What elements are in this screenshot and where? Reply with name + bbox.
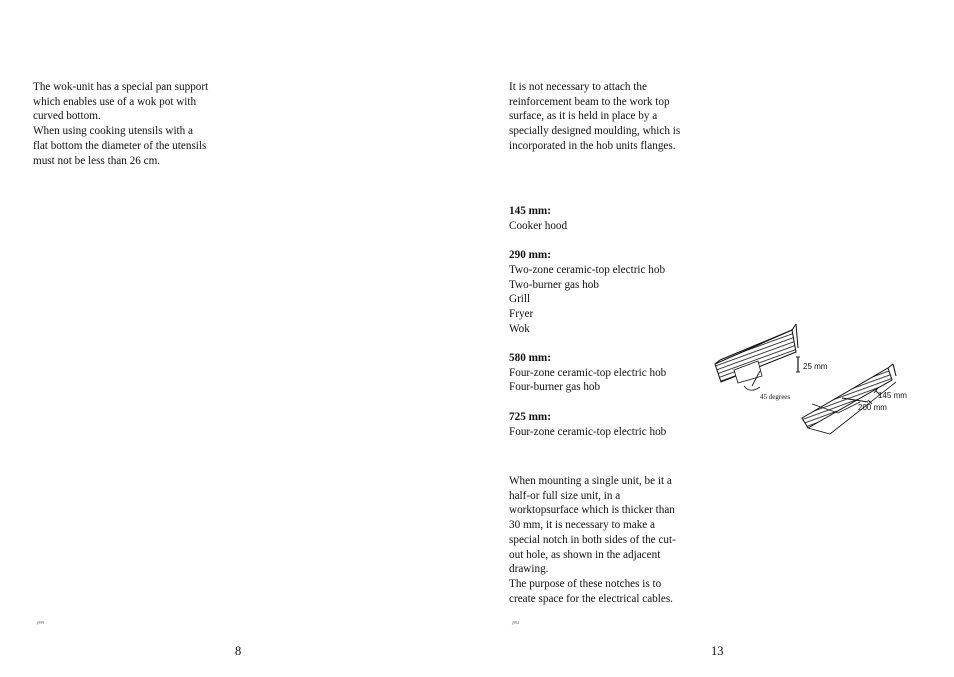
spacer	[509, 395, 666, 410]
text-line: The purpose of these notches is to	[509, 577, 662, 590]
text-line: reinforcement beam to the work top	[509, 95, 670, 108]
text-line: incorporated in the hob units flanges.	[509, 139, 676, 152]
size-heading-290: 290 mm:	[509, 249, 551, 262]
text-line: worktopsurface which is thicker than	[509, 504, 675, 517]
wok-unit-paragraph	[33, 80, 208, 168]
text-line: specially designed moulding, which is	[509, 125, 681, 138]
text-line: out hole, as shown in the adjacent	[509, 548, 661, 561]
size-heading-580: 580 mm:	[509, 352, 551, 364]
text-line: curved bottom.	[33, 110, 101, 123]
upper-beam	[715, 324, 798, 390]
text-line: create space for the electrical cables.	[509, 592, 673, 605]
mounting-paragraph	[509, 474, 676, 606]
size-item: Grill	[509, 293, 531, 306]
label-200mm: 200 mm	[858, 403, 887, 412]
size-heading-725: 725 mm:	[509, 410, 551, 423]
text-line: surface, as it is held in place by a	[509, 110, 658, 123]
page-number-left: 8	[235, 644, 242, 658]
size-item: Two-zone ceramic-top electric hob	[509, 263, 666, 276]
text-line: When using cooking utensils with a	[33, 125, 194, 138]
size-item: Fryer	[509, 307, 534, 320]
spacer	[509, 233, 666, 248]
size-item: Four-burner gas hob	[509, 381, 601, 394]
text-line: half-or full size unit, in a	[509, 489, 621, 502]
text-line: 30 mm, it is necessary to make a	[509, 519, 656, 532]
size-item: Two-burner gas hob	[509, 278, 599, 291]
label-145mm: 145 mm	[878, 391, 907, 400]
notch-drawing	[712, 320, 922, 440]
dimension-25mm	[796, 357, 800, 372]
size-item: Four-zone ceramic-top electric hob	[509, 366, 667, 379]
text-line: It is not necessary to attach the	[509, 81, 647, 93]
size-item: Four-zone ceramic-top electric hob	[509, 425, 667, 438]
label-45-degrees: 45 degrees	[760, 393, 791, 401]
reinforcement-beam-paragraph	[509, 80, 680, 154]
text-line: which enables use of a wok pot with	[33, 95, 197, 108]
size-item: Cooker hood	[509, 219, 568, 232]
text-line: drawing.	[509, 563, 549, 576]
text-line: The wok-unit has a special pan support	[33, 81, 209, 93]
label-25mm: 25 mm	[803, 362, 828, 371]
spacer	[509, 336, 666, 351]
size-list	[509, 204, 666, 439]
footer-code-left: j999	[37, 620, 45, 625]
size-heading-145: 145 mm:	[509, 205, 551, 217]
size-item: Wok	[509, 322, 530, 335]
footer-code-right: j992	[512, 620, 520, 625]
page-number-right: 13	[711, 644, 724, 658]
text-line: When mounting a single unit, be it a	[509, 475, 672, 487]
text-line: must not be less than 26 cm.	[33, 154, 161, 167]
text-line: flat bottom the diameter of the utensils	[33, 139, 207, 152]
text-line: special notch in both sides of the cut-	[509, 533, 676, 546]
